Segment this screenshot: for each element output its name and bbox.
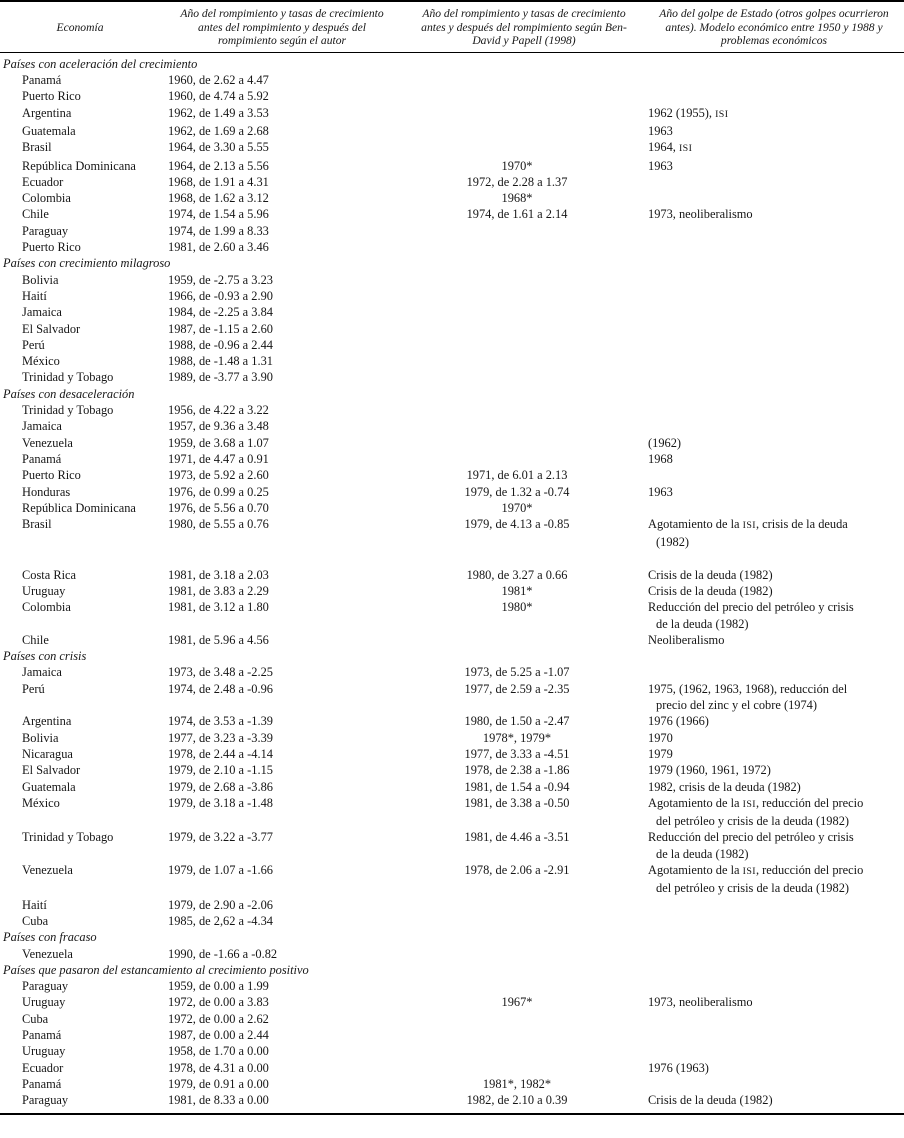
author-break-cell: 1966, de -0.93 a 2.90 bbox=[168, 288, 273, 303]
coup-model-cell: Reducción del precio del petróleo y crisis de la deuda (1982) bbox=[648, 600, 854, 631]
table-row bbox=[0, 467, 904, 483]
table-row bbox=[0, 730, 904, 746]
coup-model-cell bbox=[644, 337, 904, 353]
coup-model-cell bbox=[644, 467, 904, 483]
economy-cell: Colombia bbox=[22, 600, 71, 615]
coup-model-cell: 1964, ISI bbox=[648, 140, 693, 155]
author-break-cell: 1978, de 4.31 a 0.00 bbox=[168, 1060, 269, 1075]
table-row bbox=[0, 88, 904, 104]
table-row bbox=[0, 516, 904, 551]
section-header-row bbox=[0, 255, 904, 271]
table-row bbox=[0, 994, 904, 1010]
economy-cell: Argentina bbox=[22, 714, 72, 729]
isi-smallcaps: ISI bbox=[678, 143, 693, 155]
table-row bbox=[0, 795, 904, 830]
coup-model-cell bbox=[644, 418, 904, 434]
coup-model-cell: Neoliberalismo bbox=[648, 632, 725, 647]
ben-david-papell-cell: 1973, de 5.25 a -1.07 bbox=[464, 665, 570, 680]
coup-model-cell: 1976 (1966) bbox=[648, 714, 709, 729]
table-row bbox=[0, 583, 904, 599]
coup-model-cell bbox=[644, 304, 904, 320]
table-row bbox=[0, 500, 904, 516]
author-break-cell: 1984, de -2.25 a 3.84 bbox=[168, 305, 273, 320]
table-row bbox=[0, 746, 904, 762]
coup-model-cell bbox=[644, 72, 904, 88]
coup-model-cell bbox=[644, 402, 904, 418]
author-break-cell: 1974, de 1.54 a 5.96 bbox=[168, 207, 269, 222]
table-row bbox=[0, 1060, 904, 1076]
ben-david-papell-cell bbox=[404, 239, 644, 255]
coup-model-cell bbox=[644, 321, 904, 337]
section-title: Países con fracaso bbox=[3, 930, 97, 945]
ben-david-papell-cell: 1981* bbox=[501, 583, 533, 598]
economy-cell: Jamaica bbox=[22, 305, 62, 320]
coup-model-cell bbox=[644, 369, 904, 385]
author-break-cell: 1957, de 9.36 a 3.48 bbox=[168, 419, 269, 434]
section-header-row bbox=[0, 52, 904, 72]
table-row bbox=[0, 762, 904, 778]
table-row bbox=[0, 451, 904, 467]
coup-model-cell: Crisis de la deuda (1982) bbox=[648, 567, 773, 582]
ben-david-papell-cell: 1977, de 2.59 a -2.35 bbox=[464, 681, 570, 696]
author-break-cell: 1987, de 0.00 a 2.44 bbox=[168, 1028, 269, 1042]
ben-david-papell-cell bbox=[404, 632, 644, 648]
author-break-cell: 1979, de 3.18 a -1.48 bbox=[168, 795, 273, 810]
ben-david-papell-cell bbox=[404, 321, 644, 337]
author-break-cell: 1974, de 1.99 a 8.33 bbox=[168, 223, 269, 238]
table-row bbox=[0, 206, 904, 222]
author-break-cell: 1980, de 5.55 a 0.76 bbox=[168, 517, 269, 532]
coup-model-cell bbox=[644, 223, 904, 239]
ben-david-papell-cell: 1981, de 4.46 a -3.51 bbox=[464, 830, 570, 845]
ben-david-papell-cell bbox=[404, 435, 644, 451]
economy-cell: Paraguay bbox=[22, 1093, 69, 1108]
coup-model-cell: 1979 bbox=[648, 746, 673, 761]
author-break-cell: 1968, de 1.91 a 4.31 bbox=[168, 174, 269, 189]
ben-david-papell-cell: 1974, de 1.61 a 2.14 bbox=[466, 207, 568, 222]
coup-model-cell: 1970 bbox=[648, 730, 673, 745]
section-title: Países con desaceleración bbox=[3, 386, 135, 401]
ben-david-papell-cell: 1981, de 1.54 a -0.94 bbox=[464, 779, 570, 794]
economy-cell: Guatemala bbox=[22, 779, 76, 794]
economy-cell: Chile bbox=[22, 207, 49, 222]
coup-model-cell: 1973, neoliberalismo bbox=[648, 995, 753, 1010]
coup-model-cell bbox=[644, 897, 904, 913]
economy-cell: Puerto Rico bbox=[22, 89, 81, 104]
economy-cell: República Dominicana bbox=[22, 500, 136, 515]
section-header-row bbox=[0, 386, 904, 402]
author-break-cell: 1989, de -3.77 a 3.90 bbox=[168, 370, 273, 385]
author-break-cell: 1979, de 2.68 a -3.86 bbox=[168, 779, 273, 794]
author-break-cell: 1979, de 3.22 a -3.77 bbox=[168, 830, 273, 845]
ben-david-papell-cell bbox=[404, 451, 644, 467]
table-row bbox=[0, 123, 904, 139]
author-break-cell: 1979, de 0.91 a 0.00 bbox=[168, 1076, 269, 1091]
section-header-row bbox=[0, 962, 904, 978]
economy-cell: Trinidad y Tobago bbox=[22, 830, 114, 845]
economy-cell: Puerto Rico bbox=[22, 240, 81, 255]
author-break-cell: 1972, de 0.00 a 2.62 bbox=[168, 1011, 269, 1026]
table-row bbox=[0, 337, 904, 353]
table-row bbox=[0, 158, 904, 174]
table-row bbox=[0, 484, 904, 500]
economy-cell: Uruguay bbox=[22, 995, 66, 1010]
author-break-cell: 1981, de 3.18 a 2.03 bbox=[168, 567, 269, 582]
ben-david-papell-cell: 1979, de 4.13 a -0.85 bbox=[464, 517, 570, 532]
coup-model-cell bbox=[644, 190, 904, 206]
economy-cell: Honduras bbox=[22, 484, 71, 499]
table-row bbox=[0, 897, 904, 913]
ben-david-papell-cell bbox=[404, 1011, 644, 1027]
author-break-cell: 1958, de 1.70 a 0.00 bbox=[168, 1044, 269, 1059]
economy-cell: Chile bbox=[22, 632, 49, 647]
author-break-cell: 1985, de 2,62 a -4.34 bbox=[168, 913, 273, 928]
economy-cell: Panamá bbox=[22, 1076, 62, 1091]
coup-model-cell bbox=[644, 1076, 904, 1092]
table-row bbox=[0, 72, 904, 88]
table-row bbox=[0, 1011, 904, 1027]
ben-david-papell-cell bbox=[404, 105, 644, 123]
ben-david-papell-cell bbox=[404, 337, 644, 353]
author-break-cell: 1974, de 3.53 a -1.39 bbox=[168, 714, 273, 729]
author-break-cell: 1988, de -1.48 a 1.31 bbox=[168, 354, 273, 369]
ben-david-papell-cell: 1978*, 1979* bbox=[482, 730, 552, 745]
table-row bbox=[0, 599, 904, 632]
table-row bbox=[0, 1027, 904, 1043]
table-row bbox=[0, 913, 904, 929]
coup-model-cell: 1968 bbox=[648, 451, 673, 466]
ben-david-papell-cell: 1978, de 2.06 a -2.91 bbox=[464, 863, 570, 878]
ben-david-papell-cell: 1967* bbox=[501, 995, 533, 1010]
ben-david-papell-cell bbox=[404, 304, 644, 320]
author-break-cell: 1976, de 0.99 a 0.25 bbox=[168, 484, 269, 499]
table-row bbox=[0, 174, 904, 190]
ben-david-papell-cell bbox=[404, 418, 644, 434]
economy-cell: Perú bbox=[22, 681, 45, 696]
table-row bbox=[0, 1076, 904, 1092]
ben-david-papell-cell bbox=[404, 402, 644, 418]
column-header-autor: Año del rompimiento y tasas de crecimiento antes del rompimiento y después del rompimiento según el autor bbox=[160, 1, 404, 52]
table-row bbox=[0, 632, 904, 648]
ben-david-papell-cell bbox=[404, 1027, 644, 1043]
economy-cell: México bbox=[22, 354, 60, 369]
coup-model-cell: Agotamiento de la ISI, crisis de la deuda (1982) bbox=[648, 517, 848, 550]
column-header-ben-david-papell: Año del rompimiento y tasas de crecimiento antes y después del rompimiento según Ben- David y Papell (1998) bbox=[404, 1, 644, 52]
ben-david-papell-cell: 1972, de 2.28 a 1.37 bbox=[466, 174, 568, 189]
coup-model-cell: 1975, (1962, 1963, 1968), reducción del precio del zinc y el cobre (1974) bbox=[648, 681, 848, 713]
isi-smallcaps: ISI bbox=[742, 798, 756, 810]
ben-david-papell-cell: 1980, de 3.27 a 0.66 bbox=[466, 567, 568, 582]
economy-cell: Bolivia bbox=[22, 272, 59, 287]
coup-model-cell bbox=[644, 174, 904, 190]
economy-cell: Paraguay bbox=[22, 979, 69, 994]
ben-david-papell-cell bbox=[404, 353, 644, 369]
coup-model-cell: (1962) bbox=[648, 435, 682, 450]
author-break-cell: 1979, de 1.07 a -1.66 bbox=[168, 863, 273, 878]
author-break-cell: 1962, de 1.49 a 3.53 bbox=[168, 105, 269, 120]
coup-model-cell: Agotamiento de la ISI, reducción del precio del petróleo y crisis de la deuda (1982) bbox=[648, 795, 864, 829]
coup-model-cell: 1973, neoliberalismo bbox=[648, 207, 753, 222]
economy-cell: Argentina bbox=[22, 105, 72, 120]
author-break-cell: 1973, de 5.92 a 2.60 bbox=[168, 468, 269, 483]
isi-smallcaps: ISI bbox=[742, 866, 756, 878]
table-row bbox=[0, 190, 904, 206]
section-title: Países con aceleración del crecimiento bbox=[3, 56, 198, 71]
ben-david-papell-cell bbox=[404, 897, 644, 913]
table-row bbox=[0, 829, 904, 862]
spacer-row bbox=[0, 551, 904, 567]
economy-cell: Brasil bbox=[22, 517, 52, 532]
economy-cell: Nicaragua bbox=[22, 746, 73, 761]
ben-david-papell-cell: 1980, de 1.50 a -2.47 bbox=[464, 714, 570, 729]
economy-cell: Haití bbox=[22, 897, 47, 912]
ben-david-papell-cell bbox=[404, 1060, 644, 1076]
economy-cell: Trinidad y Tobago bbox=[22, 370, 114, 385]
economy-cell: Haití bbox=[22, 288, 47, 303]
table-row bbox=[0, 779, 904, 795]
author-break-cell: 1960, de 4.74 a 5.92 bbox=[168, 89, 269, 104]
economy-cell: México bbox=[22, 795, 60, 810]
section-header-row bbox=[0, 929, 904, 945]
author-break-cell: 1972, de 0.00 a 3.83 bbox=[168, 995, 269, 1010]
coup-model-cell: Crisis de la deuda (1982) bbox=[648, 583, 773, 598]
table-row bbox=[0, 681, 904, 714]
economy-cell: Guatemala bbox=[22, 123, 76, 138]
coup-model-cell: 1982, crisis de la deuda (1982) bbox=[648, 779, 801, 794]
table-row bbox=[0, 321, 904, 337]
author-break-cell: 1987, de -1.15 a 2.60 bbox=[168, 321, 273, 336]
table-row bbox=[0, 946, 904, 962]
ben-david-papell-cell bbox=[404, 72, 644, 88]
ben-david-papell-cell bbox=[404, 978, 644, 994]
ben-david-papell-cell: 1968* bbox=[501, 191, 533, 206]
ben-david-papell-cell bbox=[404, 272, 644, 288]
table-row bbox=[0, 105, 904, 123]
coup-model-cell bbox=[644, 88, 904, 104]
table-row bbox=[0, 978, 904, 994]
table-row bbox=[0, 272, 904, 288]
economy-cell: República Dominicana bbox=[22, 158, 136, 173]
author-break-cell: 1959, de 3.68 a 1.07 bbox=[168, 435, 269, 450]
economy-cell: Jamaica bbox=[22, 665, 62, 680]
coup-model-cell: 1979 (1960, 1961, 1972) bbox=[648, 763, 771, 778]
author-break-cell: 1964, de 3.30 a 5.55 bbox=[168, 140, 269, 155]
column-header-golpe-de-estado: Año del golpe de Estado (otros golpes ocurrieron antes). Modelo económico entre 1950 y 1988 y problemas económicos bbox=[644, 1, 904, 52]
author-break-cell: 1976, de 5.56 a 0.70 bbox=[168, 500, 269, 515]
ben-david-papell-cell: 1970* bbox=[501, 500, 533, 515]
author-break-cell: 1974, de 2.48 a -0.96 bbox=[168, 681, 273, 696]
author-break-cell: 1978, de 2.44 a -4.14 bbox=[168, 746, 273, 761]
ben-david-papell-cell: 1982, de 2.10 a 0.39 bbox=[466, 1093, 568, 1108]
table-row bbox=[0, 239, 904, 255]
ben-david-papell-cell bbox=[404, 369, 644, 385]
author-break-cell: 1959, de -2.75 a 3.23 bbox=[168, 272, 273, 287]
ben-david-papell-cell: 1980* bbox=[501, 600, 533, 615]
table-row bbox=[0, 435, 904, 451]
table-row bbox=[0, 139, 904, 157]
author-break-cell: 1960, de 2.62 a 4.47 bbox=[168, 73, 269, 88]
author-break-cell: 1981, de 2.60 a 3.46 bbox=[168, 240, 269, 255]
ben-david-papell-cell bbox=[404, 88, 644, 104]
economy-cell: Jamaica bbox=[22, 419, 62, 434]
table-row bbox=[0, 353, 904, 369]
economy-cell: Brasil bbox=[22, 140, 52, 155]
coup-model-cell: Reducción del precio del petróleo y crisis de la deuda (1982) bbox=[648, 830, 854, 861]
table-row bbox=[0, 713, 904, 729]
ben-david-papell-cell: 1981*, 1982* bbox=[482, 1076, 552, 1091]
table-row bbox=[0, 418, 904, 434]
table-row bbox=[0, 223, 904, 239]
economy-cell: Uruguay bbox=[22, 1044, 66, 1059]
author-break-cell: 1968, de 1.62 a 3.12 bbox=[168, 191, 269, 206]
section-title: Países que pasaron del estancamiento al crecimiento positivo bbox=[3, 962, 309, 977]
economy-cell: Ecuador bbox=[22, 1060, 64, 1075]
ben-david-papell-cell: 1981, de 3.38 a -0.50 bbox=[464, 795, 570, 810]
economy-cell: Trinidad y Tobago bbox=[22, 403, 114, 418]
coup-model-cell bbox=[644, 913, 904, 929]
table-row bbox=[0, 1043, 904, 1059]
economy-cell: Venezuela bbox=[22, 946, 73, 961]
author-break-cell: 1977, de 3.23 a -3.39 bbox=[168, 730, 273, 745]
coup-model-cell: 1963 bbox=[648, 484, 673, 499]
coup-model-cell bbox=[644, 353, 904, 369]
economy-cell: El Salvador bbox=[22, 763, 81, 778]
author-break-cell: 1971, de 4.47 a 0.91 bbox=[168, 451, 269, 466]
coup-model-cell: Agotamiento de la ISI, reducción del precio del petróleo y crisis de la deuda (1982) bbox=[648, 863, 864, 896]
table-row bbox=[0, 369, 904, 385]
economy-cell: Cuba bbox=[22, 1011, 49, 1026]
author-break-cell: 1962, de 1.69 a 2.68 bbox=[168, 123, 269, 138]
author-break-cell: 1979, de 2.10 a -1.15 bbox=[168, 763, 273, 778]
coup-model-cell bbox=[644, 239, 904, 255]
author-break-cell: 1981, de 8.33 a 0.00 bbox=[168, 1093, 269, 1108]
author-break-cell: 1979, de 2.90 a -2.06 bbox=[168, 897, 273, 912]
economy-cell: Venezuela bbox=[22, 863, 73, 878]
economy-cell: Uruguay bbox=[22, 583, 66, 598]
spacer-cell bbox=[0, 551, 904, 567]
coup-model-cell: 1976 (1963) bbox=[648, 1060, 709, 1075]
author-break-cell: 1964, de 2.13 a 5.56 bbox=[168, 158, 269, 173]
ben-david-papell-cell bbox=[404, 223, 644, 239]
ben-david-papell-cell bbox=[404, 1043, 644, 1059]
coup-model-cell bbox=[644, 1011, 904, 1027]
ben-david-papell-cell bbox=[404, 139, 644, 157]
author-break-cell: 1981, de 5.96 a 4.56 bbox=[168, 632, 269, 647]
economy-cell: Cuba bbox=[22, 913, 49, 928]
section-header-row bbox=[0, 648, 904, 664]
ben-david-papell-cell: 1971, de 6.01 a 2.13 bbox=[466, 468, 568, 483]
economy-cell: El Salvador bbox=[22, 321, 81, 336]
economy-cell: Puerto Rico bbox=[22, 468, 81, 483]
economy-cell: Ecuador bbox=[22, 174, 64, 189]
table-row bbox=[0, 288, 904, 304]
economy-cell: Paraguay bbox=[22, 223, 69, 238]
economy-cell: Panamá bbox=[22, 451, 62, 466]
ben-david-papell-cell bbox=[404, 288, 644, 304]
economy-cell: Colombia bbox=[22, 191, 71, 206]
author-break-cell: 1959, de 0.00 a 1.99 bbox=[168, 979, 269, 994]
economy-cell: Perú bbox=[22, 337, 45, 352]
ben-david-papell-cell bbox=[404, 913, 644, 929]
coup-model-cell bbox=[644, 1027, 904, 1043]
coup-model-cell: 1962 (1955), ISI bbox=[648, 105, 729, 120]
coup-model-cell bbox=[644, 664, 904, 680]
table-body bbox=[0, 52, 904, 1114]
section-title: Países con crisis bbox=[3, 649, 87, 664]
economy-cell: Panamá bbox=[22, 1028, 62, 1042]
isi-smallcaps: ISI bbox=[715, 108, 729, 120]
author-break-cell: 1973, de 3.48 a -2.25 bbox=[168, 665, 273, 680]
coup-model-cell bbox=[644, 272, 904, 288]
coup-model-cell bbox=[644, 288, 904, 304]
ben-david-papell-cell: 1970* bbox=[501, 158, 533, 173]
table-row bbox=[0, 862, 904, 897]
isi-smallcaps: ISI bbox=[742, 520, 756, 532]
coup-model-cell: Crisis de la deuda (1982) bbox=[648, 1093, 773, 1108]
economy-cell: Bolivia bbox=[22, 730, 59, 745]
table-header bbox=[0, 1, 904, 52]
table-row bbox=[0, 402, 904, 418]
coup-model-cell: 1963 bbox=[648, 123, 673, 138]
author-break-cell: 1990, de -1.66 a -0.82 bbox=[168, 946, 278, 961]
ben-david-papell-cell bbox=[404, 123, 644, 139]
coup-model-cell bbox=[644, 1043, 904, 1059]
author-break-cell: 1956, de 4.22 a 3.22 bbox=[168, 403, 269, 418]
table-row bbox=[0, 304, 904, 320]
ben-david-papell-cell: 1978, de 2.38 a -1.86 bbox=[464, 763, 570, 778]
table-row bbox=[0, 1092, 904, 1114]
ben-david-papell-cell: 1979, de 1.32 a -0.74 bbox=[464, 484, 570, 499]
header-row bbox=[0, 1, 904, 52]
economy-cell: Panamá bbox=[22, 73, 62, 88]
coup-model-cell bbox=[644, 500, 904, 516]
table-row bbox=[0, 567, 904, 583]
section-title: Países con crecimiento milagroso bbox=[3, 256, 171, 271]
coup-model-cell: 1963 bbox=[648, 158, 673, 173]
author-break-cell: 1981, de 3.12 a 1.80 bbox=[168, 600, 269, 615]
coup-model-cell bbox=[644, 978, 904, 994]
table-row bbox=[0, 664, 904, 680]
author-break-cell: 1988, de -0.96 a 2.44 bbox=[168, 337, 273, 352]
coup-model-cell bbox=[644, 946, 904, 962]
column-header-economia: Economía bbox=[0, 1, 160, 52]
ben-david-papell-cell: 1977, de 3.33 a -4.51 bbox=[464, 746, 570, 761]
economy-cell: Costa Rica bbox=[22, 567, 77, 582]
author-break-cell: 1981, de 3.83 a 2.29 bbox=[168, 583, 269, 598]
economy-cell: Venezuela bbox=[22, 435, 73, 450]
ben-david-papell-cell bbox=[404, 946, 644, 962]
